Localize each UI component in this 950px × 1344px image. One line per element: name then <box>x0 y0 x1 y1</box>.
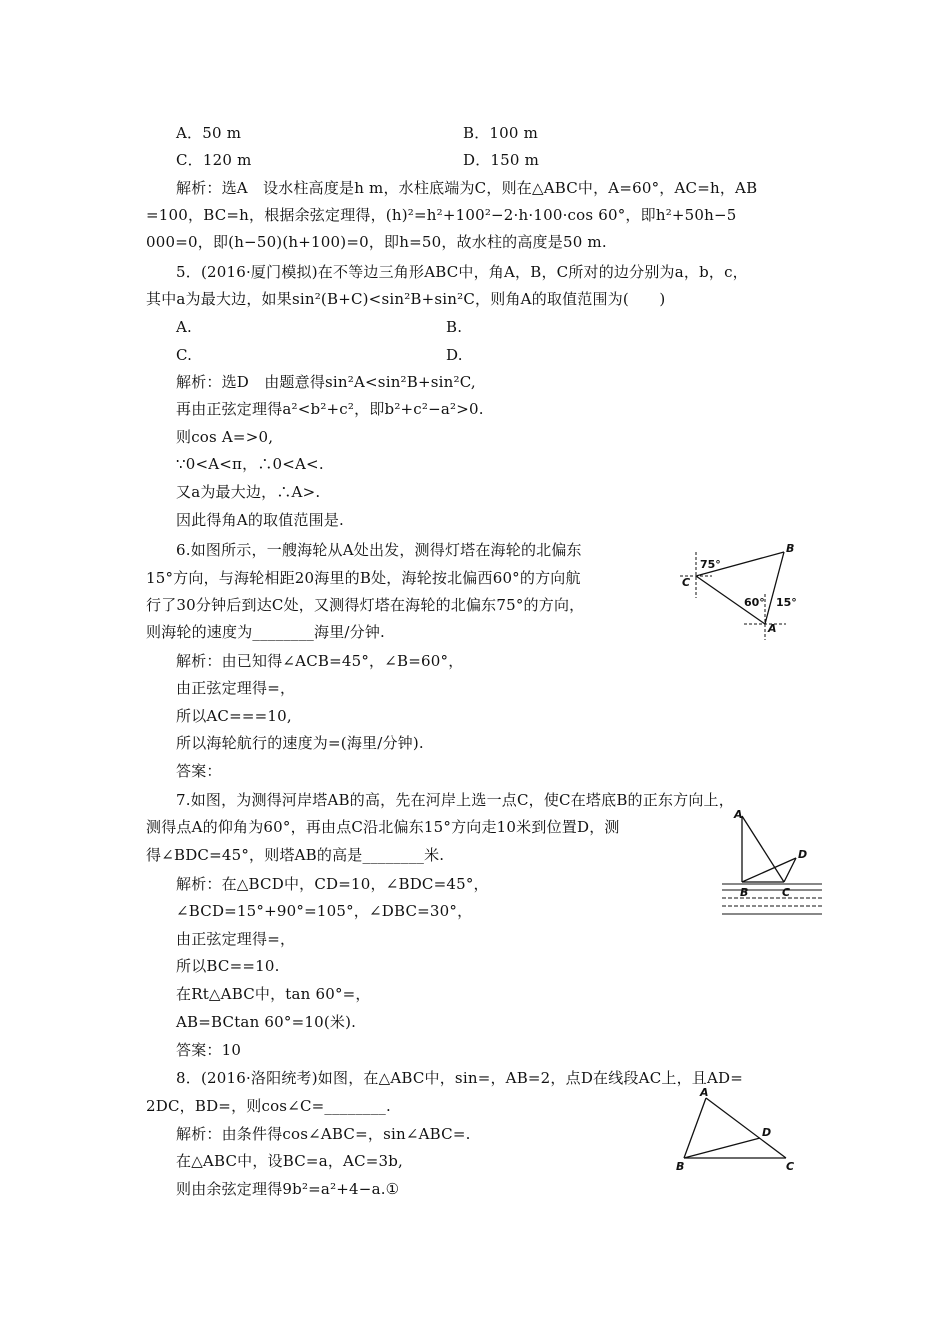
q8-figure <box>672 1086 802 1172</box>
q6-solution-line: 所以海轮航行的速度为=(海里/分钟). <box>176 734 424 752</box>
q6-label-a: A <box>768 622 777 635</box>
q7-label-c: C <box>782 886 791 899</box>
q5-stem-line: 5．(2016·厦门模拟)在不等边三角形ABC中，角A，B，C所对的边分别为a，b，c， <box>176 263 748 281</box>
q7-solution-line: AB=BCtan 60°=10(米). <box>176 1013 357 1031</box>
q5-option-c: C. <box>176 346 193 364</box>
q5-stem-line: 其中a为最大边，如果sin²(B+C)<sin²B+sin²C，则角A的取值范围为( ) <box>146 290 666 308</box>
q7-label-d: D <box>798 848 808 861</box>
q4-option-a: A．50 m <box>176 124 242 142</box>
q6-angle-75: 75° <box>700 558 721 571</box>
q6-angle-15: 15° <box>776 596 797 609</box>
q5-solution-line: 又a为最大边，∴A>. <box>176 483 321 501</box>
q8-stem-line: 8．(2016·洛阳统考)如图，在△ABC中，sin=，AB=2，点D在线段AC上，且AD= <box>176 1069 743 1087</box>
q5-solution-line: 因此得角A的取值范围是. <box>176 511 345 529</box>
q8-solution-line: 解析：由条件得cos∠ABC=，sin∠ABC=. <box>176 1125 471 1143</box>
q8-solution-line: 在△ABC中，设BC=a，AC=3b, <box>176 1152 404 1170</box>
q4-option-d: D．150 m <box>463 151 540 169</box>
q6-label-c: C <box>682 576 691 589</box>
q4-solution-line: 解析：选A 设水柱高度是h m，水柱底端为C，则在△ABC中，A=60°，AC=h，AB <box>176 179 758 197</box>
q8-stem-line: 2DC，BD=，则cos∠C=________. <box>146 1097 391 1115</box>
q8-label-c: C <box>786 1160 795 1172</box>
q7-solution-line: 所以BC==10. <box>176 957 280 975</box>
q4-solution-line: =100，BC=h，根据余弦定理得，(h)²=h²+100²−2·h·100·cos 60°，即h²+50h−5 <box>146 206 737 224</box>
q5-option-a: A. <box>176 318 193 336</box>
q4-solution-line: 000=0，即(h−50)(h+100)=0，即h=50，故水柱的高度是50 m. <box>146 233 607 251</box>
q7-solution-line: 由正弦定理得=， <box>176 930 296 948</box>
q7-solution-line: 解析：在△BCD中，CD=10，∠BDC=45°， <box>176 875 489 893</box>
q6-stem-line: 行了30分钟后到达C处，又测得灯塔在海轮的北偏东75°的方向， <box>146 596 585 614</box>
q8-label-b: B <box>676 1160 685 1172</box>
q7-solution-line: ∠BCD=15°+90°=105°，∠DBC=30°， <box>176 902 473 920</box>
q6-stem-line: 6.如图所示，一艘海轮从A处出发，测得灯塔在海轮的北偏东 <box>176 541 582 559</box>
q4-option-c: C．120 m <box>176 151 252 169</box>
q7-stem-line: 测得点A的仰角为60°，再由点C沿北偏东15°方向走10米到位置D，测 <box>146 818 620 836</box>
q5-solution-line: 则cos A=>0, <box>176 428 274 446</box>
q7-solution-line: 在Rt△ABC中，tan 60°=， <box>176 985 371 1003</box>
q5-solution-line: 解析：选D 由题意得sin²A<sin²B+sin²C, <box>176 373 476 391</box>
q5-option-d: D. <box>446 346 463 364</box>
q6-solution-line: 解析：由已知得∠ACB=45°，∠B=60°， <box>176 652 464 670</box>
q6-solution-line: 由正弦定理得=， <box>176 679 296 697</box>
q4-option-b: B．100 m <box>463 124 539 142</box>
q6-solution-line: 所以AC===10, <box>176 707 292 725</box>
q5-solution-line: 再由正弦定理得a²<b²+c²，即b²+c²−a²>0. <box>176 400 484 418</box>
q6-answer: 答案： <box>176 762 222 780</box>
q7-label-b: B <box>740 886 749 899</box>
q6-label-b: B <box>786 542 795 555</box>
q6-angle-60: 60° <box>744 596 765 609</box>
q7-figure <box>722 806 822 920</box>
q8-label-a: A <box>700 1086 709 1099</box>
q6-figure <box>672 540 822 640</box>
q8-label-d: D <box>762 1126 772 1139</box>
q7-stem-line: 得∠BDC=45°，则塔AB的高是________米. <box>146 846 445 864</box>
q7-stem-line: 7.如图，为测得河岸塔AB的高，先在河岸上选一点C，使C在塔底B的正东方向上， <box>176 791 734 809</box>
q5-option-b: B. <box>446 318 463 336</box>
q7-label-a: A <box>734 808 743 821</box>
q6-stem-line: 15°方向，与海轮相距20海里的B处，海轮按北偏西60°的方向航 <box>146 569 581 587</box>
q6-stem-line: 则海轮的速度为________海里/分钟. <box>146 623 386 641</box>
q5-solution-line: ∵0<A<π，∴0<A<. <box>176 455 324 473</box>
q8-solution-line: 则由余弦定理得9b²=a²+4−a.① <box>176 1180 400 1198</box>
q7-answer: 答案：10 <box>176 1041 242 1059</box>
